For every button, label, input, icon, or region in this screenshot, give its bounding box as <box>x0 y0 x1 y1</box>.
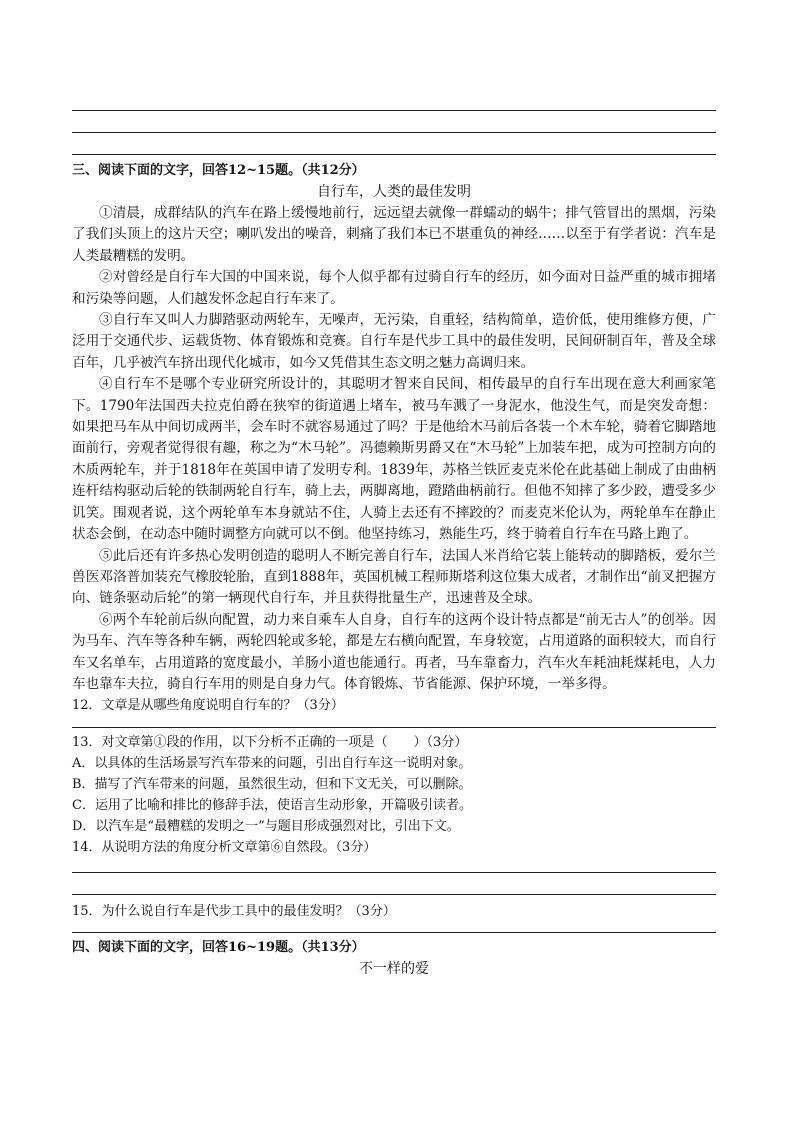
question-12: 12．文章是从哪些角度说明自行车的？（3分） <box>72 698 344 714</box>
option-a: A．以具体的生活场景写汽车带来的问题，引出自行车这一说明对象。 <box>72 756 472 772</box>
paragraph-3: ③自行车又叫人力脚踏驱动两轮车，无噪声，无污染，自重轻，结构简单，造价低，使用维修方便，广泛用于交通代步、运载货物、体育锻炼和竞赛。自行车是代步工具中的最佳发明，民间研制百年，普及全球百年，几乎被汽车挤出现代化城市，如今又凭借其生态文明之魅力高调归来。 <box>72 312 716 371</box>
paragraph-2: ②对曾经是自行车大国的中国来说，每个人似乎都有过骑自行车的经历，如今面对日益严重的城市拥堵和污染等问题，人们越发怀念起自行车来了。 <box>72 269 716 307</box>
option-d: D．以汽车是“最糟糕的发明之一”与题目形成强烈对比，引出下文。 <box>72 819 460 835</box>
exam-page <box>72 96 716 980</box>
essay-title: 自行车，人类的最佳发明 <box>317 184 471 200</box>
essay-title-2: 不一样的爱 <box>359 961 429 978</box>
option-b: B．描写了汽车带来的问题，虽然很生动，但和下文无关，可以删除。 <box>72 777 472 793</box>
question-15: 15．为什么说自行车是代步工具中的最佳发明？（3分） <box>72 904 396 920</box>
section-3-heading: 三、阅读下面的文字，回答12~15题。（共12分） <box>72 163 365 178</box>
section-4-heading: 四、阅读下面的文字，回答16~19题。（共13分） <box>72 940 365 956</box>
paragraph-4: ④自行车不是哪个专业研究所设计的，其聪明才智来自民间，相传最早的自行车出现在意大利画家笔下。1790年法国西夫拉克伯爵在狭窄的街道遇上堵车，被马车溅了一身泥水，他没生气，而是突发奇想：如果把马车从中间切成两半，会车时不就容易通过了吗？于是他给木马前后各装一个木车轮，骑着它脚踏地面前行，旁观者觉得很有趣，称之为“木马轮”。冯德赖斯男爵又在“木马轮”上加装车把，成为可控制方向的木质两轮车，并于1818年在英国申请了发明专利。1839年，苏格兰铁匠麦克米伦在此基础上制成了由曲柄连杆结构驱动后轮的铁制两轮自行车，骑上去，两脚离地，蹬踏曲柄前行。但他不知摔了多少跤，遭受多少讥笑。围观者说，这个两轮单车本身就站不住，人骑上去还有不摔跤的？而麦克米伦认为，两轮单车在静止状态会倒，在动态中随时调整方向就可以不倒。他坚持练习，熟能生巧，终于骑着自行车在马路上跑了。 <box>72 376 716 543</box>
paragraph-1: ①清晨，成群结队的汽车在路上缓慢地前行，远远望去就像一群蠕动的蜗牛；排气管冒出的黑烟，污染了我们头顶上的这片天空；喇叭发出的噪音，刺痛了我们本已不堪重负的神经……以至于有学者说：汽车是人类最糟糕的发明。 <box>72 205 716 264</box>
option-c: C．运用了比喻和排比的修辞手法，使语言生动形象，开篇吸引读者。 <box>72 798 472 814</box>
question-13: 13．对文章第①段的作用，以下分析不正确的一项是（ ）（3分） <box>72 735 468 751</box>
question-14: 14．从说明方法的角度分析文章第⑥自然段。（3分） <box>72 840 377 856</box>
paragraph-6: ⑥两个车轮前后纵向配置，动力来自乘车人自身，自行车的这两个设计特点都是“前无古人”的创举。因为马车、汽车等各种车辆，两轮四轮或多轮，都是左右横向配置，车身较宽，占用道路的面积较大，而自行车又名单车，占用道路的宽度最小，羊肠小道也能通行。再者，马车靠畜力，汽车火车耗油耗煤耗电，人力车也靠车夫拉，骑自行车用的则是自身力气。体育锻炼、节省能源、保护环境，一举多得。 <box>72 611 716 692</box>
paragraph-5: ⑤此后还有许多热心发明创造的聪明人不断完善自行车，法国人米肖给它装上能转动的脚踏板，爱尔兰兽医邓洛普加装充气橡胶轮胎，直到1888年，英国机械工程师斯塔利这位集大成者，才制作出“前叉把握方向、链条驱动后轮”的第一辆现代自行车，并且获得批量生产，迅速普及全球。 <box>72 547 716 607</box>
